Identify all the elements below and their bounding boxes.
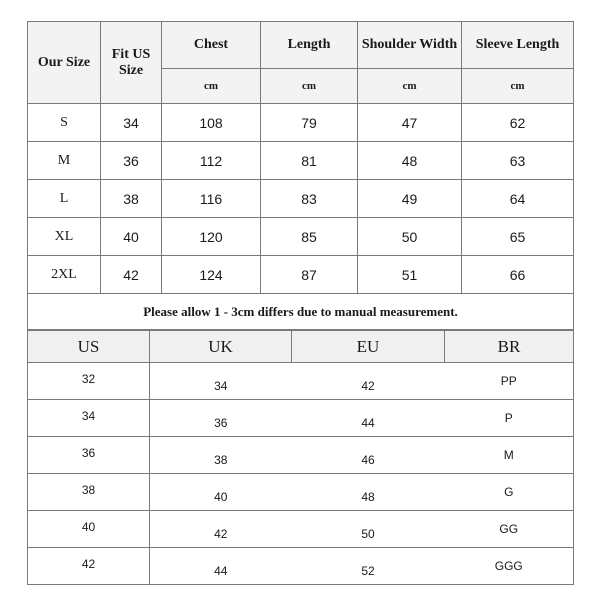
header-us: US [28, 331, 150, 363]
header-length: Length [261, 22, 358, 69]
table-row [28, 437, 574, 474]
size-chart-table [27, 21, 574, 330]
cell-sleeve: 66 [462, 256, 574, 294]
cell-size: 2XL [28, 256, 101, 294]
cell-eu: 46 [292, 437, 445, 474]
cell-us: 34 [101, 104, 162, 142]
table-row [28, 104, 574, 142]
cell-uk: 38 [150, 437, 292, 474]
cell-br: PP [445, 363, 574, 400]
cell-chest: 120 [162, 218, 261, 256]
cell-us: 40 [28, 511, 150, 548]
cell-eu: 50 [292, 511, 445, 548]
table-row [28, 400, 574, 437]
cell-shoulder: 51 [358, 256, 462, 294]
cell-us: 38 [28, 474, 150, 511]
cell-us: 42 [28, 548, 150, 585]
table-row [28, 548, 574, 585]
cell-size: L [28, 180, 101, 218]
cell-sleeve: 62 [462, 104, 574, 142]
cell-eu: 44 [292, 400, 445, 437]
header-br: BR [445, 331, 574, 363]
cell-br: GGG [445, 548, 574, 585]
table-row [28, 180, 574, 218]
cell-us: 36 [101, 142, 162, 180]
cell-us: 42 [101, 256, 162, 294]
cell-chest: 112 [162, 142, 261, 180]
cell-chest: 108 [162, 104, 261, 142]
cell-sleeve: 64 [462, 180, 574, 218]
cell-size: S [28, 104, 101, 142]
cell-br: P [445, 400, 574, 437]
unit-sleeve: cm [462, 69, 574, 104]
cell-shoulder: 48 [358, 142, 462, 180]
cell-eu: 48 [292, 474, 445, 511]
unit-shoulder: cm [358, 69, 462, 104]
cell-length: 81 [261, 142, 358, 180]
table-row [28, 256, 574, 294]
table-row [28, 218, 574, 256]
cell-uk: 34 [150, 363, 292, 400]
unit-length: cm [261, 69, 358, 104]
cell-chest: 124 [162, 256, 261, 294]
cell-br: M [445, 437, 574, 474]
conversion-header-row [28, 331, 574, 363]
cell-length: 79 [261, 104, 358, 142]
cell-length: 83 [261, 180, 358, 218]
header-chest: Chest [162, 22, 261, 69]
cell-sleeve: 63 [462, 142, 574, 180]
cell-uk: 40 [150, 474, 292, 511]
cell-shoulder: 50 [358, 218, 462, 256]
cell-uk: 36 [150, 400, 292, 437]
table-row [28, 142, 574, 180]
table-row [28, 474, 574, 511]
cell-uk: 42 [150, 511, 292, 548]
cell-us: 38 [101, 180, 162, 218]
table-row [28, 511, 574, 548]
cell-us: 36 [28, 437, 150, 474]
cell-uk: 44 [150, 548, 292, 585]
cell-eu: 52 [292, 548, 445, 585]
cell-us: 40 [101, 218, 162, 256]
header-eu: EU [292, 331, 445, 363]
cell-size: XL [28, 218, 101, 256]
unit-chest: cm [162, 69, 261, 104]
cell-us: 34 [28, 400, 150, 437]
header-uk: UK [150, 331, 292, 363]
cell-size: M [28, 142, 101, 180]
cell-us: 32 [28, 363, 150, 400]
note-row [28, 294, 574, 330]
cell-eu: 42 [292, 363, 445, 400]
table-row [28, 363, 574, 400]
cell-br: G [445, 474, 574, 511]
conversion-chart-table [27, 330, 574, 585]
cell-shoulder: 47 [358, 104, 462, 142]
cell-length: 85 [261, 218, 358, 256]
size-chart-header-row [28, 22, 574, 69]
header-fit-us-size: Fit US Size [101, 22, 162, 104]
cell-br: GG [445, 511, 574, 548]
header-sleeve-length: Sleeve Length [462, 22, 574, 69]
cell-shoulder: 49 [358, 180, 462, 218]
header-our-size: Our Size [28, 22, 101, 104]
cell-length: 87 [261, 256, 358, 294]
cell-sleeve: 65 [462, 218, 574, 256]
measurement-note: Please allow 1 - 3cm differs due to manual measurement. [28, 294, 574, 330]
header-shoulder-width: Shoulder Width [358, 22, 462, 69]
cell-chest: 116 [162, 180, 261, 218]
